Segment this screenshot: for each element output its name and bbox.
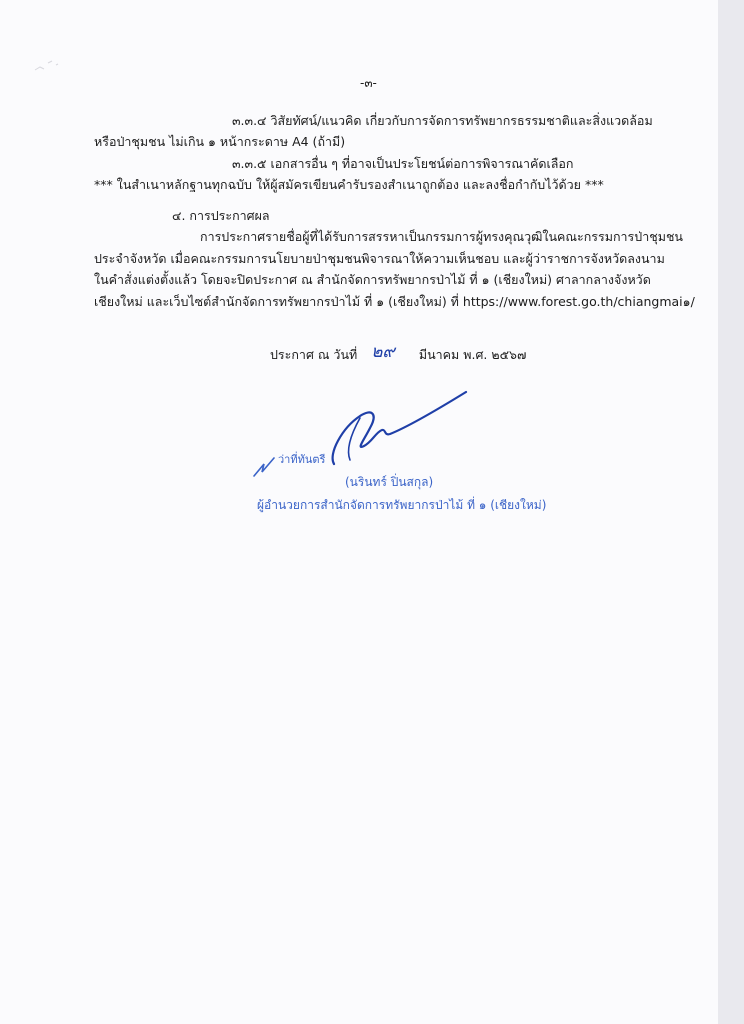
- signatory-title: ผู้อำนวยการสำนักจัดการทรัพยากรป่าไม้ ที่ ๑ (เชียงใหม่): [257, 498, 547, 512]
- signature-mark: [320, 388, 470, 473]
- announcement-date: [270, 342, 527, 364]
- section-4-line3: ในคำสั่งแต่งตั้งแล้ว โดยจะปิดประกาศ ณ สำนักจัดการทรัพยากรป่าไม้ ที่ ๑ (เชียงใหม่) ศาลากลางจังหวัด: [94, 272, 651, 287]
- signatory-name: (นรินทร์ ปิ่นสกุล): [345, 475, 434, 489]
- certification-note: *** ในสำเนาหลักฐานทุกฉบับ ให้ผู้สมัครเขียนคำรับรองสำเนาถูกต้อง และลงชื่อกำกับไว้ด้วย ***: [94, 177, 604, 192]
- section-4-heading: ๔. การประกาศผล: [172, 208, 270, 223]
- handwritten-day: ๒๙: [371, 342, 395, 362]
- item-3-3-4-line1: ๓.๓.๔ วิสัยทัศน์/แนวคิด เกี่ยวกับการจัดการทรัพยากรธรรมชาติและสิ่งแวดล้อม: [232, 113, 653, 128]
- scan-speck-mark: [30, 55, 70, 77]
- initials-note: ว่าที่ทันตรี: [278, 453, 326, 466]
- page-number: -๓-: [360, 76, 377, 90]
- date-month-year: มีนาคม พ.ศ. ๒๕๖๗: [418, 347, 527, 362]
- section-4-line2: ประจำจังหวัด เมื่อคณะกรรมการนโยบายป่าชุมชนพิจารณาให้ความเห็นชอบ และผู้ว่าราชการจังหวัดลงนาม: [94, 251, 665, 266]
- section-4-line4: เชียงใหม่ และเว็บไซต์สำนักจัดการทรัพยากรป่าไม้ ที่ ๑ (เชียงใหม่) ที่ https://www.forest.go.th/chiangmai๑/: [94, 294, 695, 309]
- item-3-3-5: ๓.๓.๕ เอกสารอื่น ๆ ที่อาจเป็นประโยชน์ต่อการพิจารณาคัดเลือก: [232, 156, 574, 171]
- initials-mark: [252, 454, 280, 478]
- section-4-line1: การประกาศรายชื่อผู้ที่ได้รับการสรรหาเป็นกรรมการผู้ทรงคุณวุฒิในคณะกรรมการป่าชุมชน: [200, 229, 683, 244]
- item-3-3-4-line2: หรือป่าชุมชน ไม่เกิน ๑ หน้ากระดาษ A4 (ถ้ามี): [94, 134, 346, 149]
- scan-edge: [718, 0, 744, 1024]
- date-prefix: ประกาศ ณ วันที่: [270, 347, 358, 362]
